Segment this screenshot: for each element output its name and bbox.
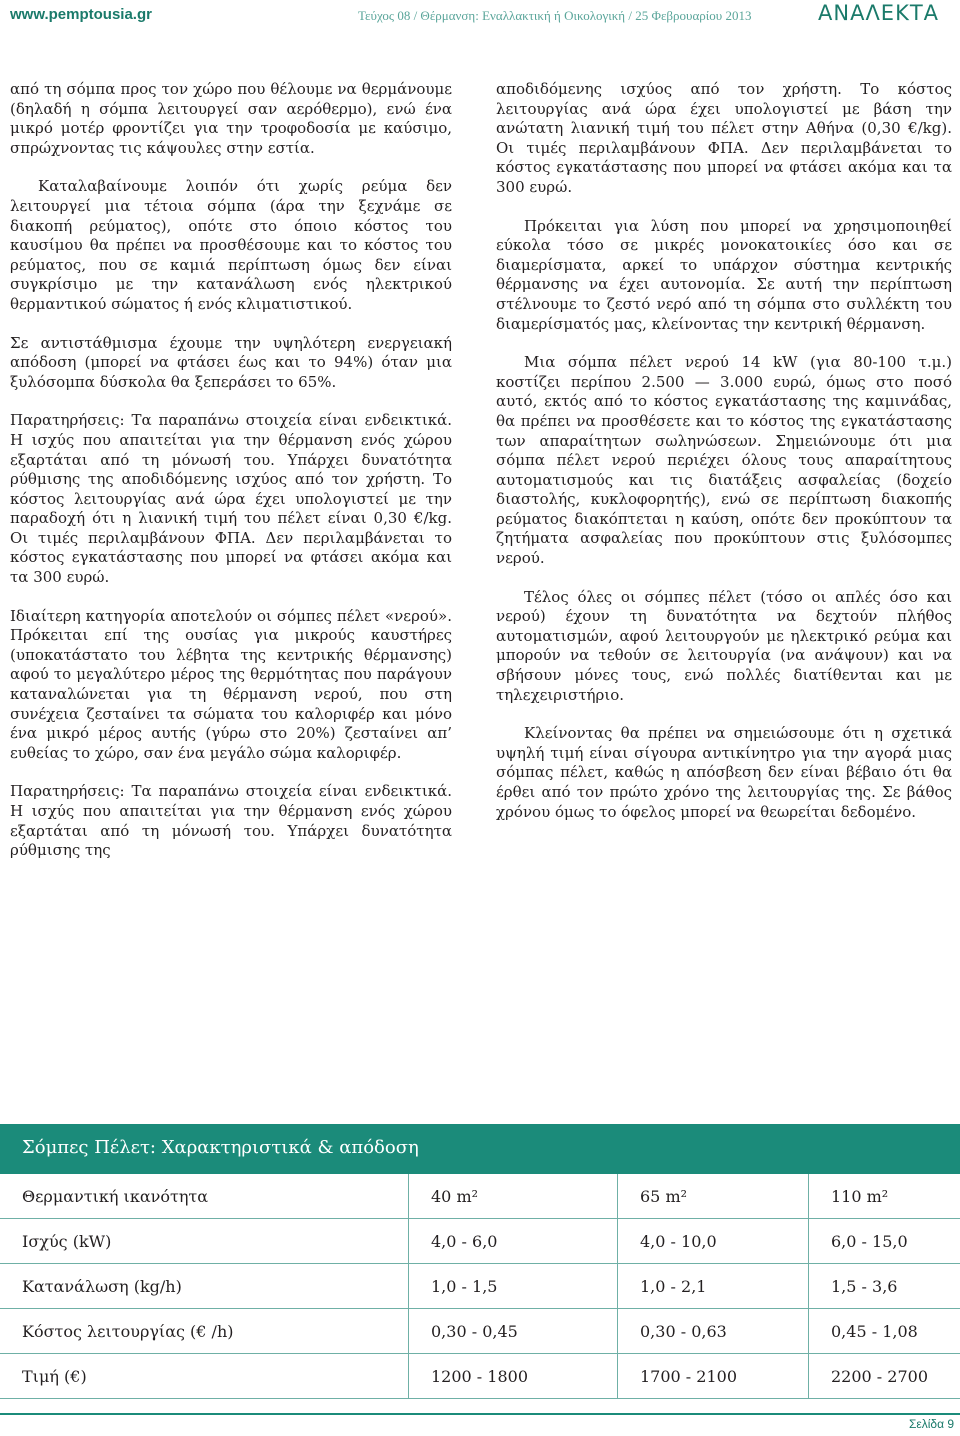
table-cell: 110 m² [809,1174,960,1219]
paragraph: Τέλος όλες οι σόμπες πέλετ (τόσο οι απλές όσο και νερού) έχουν τη δυνατότητα να δεχτούν πλήθος αυτοματισμών, αφού λειτουργούν με ηλεκτρικό ρεύμα και μπορούν να τεθούν σε λειτουργία (να ανάψουν) και να σβήσουν μόνες τους, ενώ πολλές διατίθενται και με τηλεχειριστήριο. [496,587,952,704]
paragraph: Ιδιαίτερη κατηγορία αποτελούν οι σόμπες πέλετ «νερού». Πρόκειται επί της ουσίας για μικρούς καυστήρες (υποκατάστατο του λέβητα της κεντρικής θέρμανσης) αφού το μεγαλύτερο μέρος της θερμότητας που παράγουν καταναλώνεται για τη θέρμανση νερού, που στη συνέχεια ζεσταίνει τα σώματα του καλοριφέρ και μόνο ένα μικρό μέρος αυτής (γύρω στο 20%) ζεσταίνει απ’ ευθείας το χώρο, σαν ένα μεγάλο σώμα καλοριφέρ. [10,606,452,762]
row-label: Ισχύς (kW) [0,1219,409,1264]
table-cell: 4,0 - 10,0 [618,1219,809,1264]
section-title: ΑΝΑΛΕΚΤΑ [818,1,940,25]
table-cell: 1200 - 1800 [409,1354,618,1399]
table-cell: 0,30 - 0,45 [409,1309,618,1354]
row-label: Τιμή (€) [0,1354,409,1399]
table-cell: 40 m² [409,1174,618,1219]
row-label: Κατανάλωση (kg/h) [0,1264,409,1309]
table-row [0,1174,960,1219]
paragraph: Μια σόμπα πέλετ νερού 14 kW (για 80-100 τ.μ.) κοστίζει περίπου 2.500 — 3.000 ευρώ, όμως στο ποσό αυτό, εκτός από το κόστος εγκατάστασης της καμινάδας, θα πρέπει να προσθέσετε και το κόστος της εγκατάστασης των απαραίτητων σωληνώσεων. Σημειώνουμε ότι μια σόμπα πέλετ νερού περιέχει όλους τους απαραίτητους αυτοματισμούς και τις διατάξεις ασφαλείας (δοχείο διαστολής, κυκλοφορητής), ενώ σε περίπτωση διακοπής ρεύματος διακόπτεται η καύση, οπότε δεν προκύπτουν τα ζητήματα ασφαλείας που προκύπτουν στις ξυλόσομπες νερού. [496,353,952,568]
paragraph: αποδιδόμενης ισχύος από τον χρήστη. Το κόστος λειτουργίας ανά ώρα έχει υπολογιστεί με βάση την ανώτατη λιανική τιμή του πέλετ στην Αθήνα (0,30 €/kg). Οι τιμές περιλαμβάνουν ΦΠΑ. Δεν περιλαμβάνεται το κόστος εγκατάστασης που μπορεί να φτάσει ακόμα και τα 300 ευρώ. [496,80,952,196]
table-cell: 6,0 - 15,0 [809,1219,960,1264]
row-label: Θερμαντική ικανότητα [0,1174,409,1219]
paragraph: Παρατηρήσεις: Τα παραπάνω στοιχεία είναι ενδεικτικά. Η ισχύς που απαιτείται για την θέρμανση ενός χώρου εξαρτάται από τη μόνωσή του. Υπάρχει δυνατότητα ρύθμισης της αποδιδόμενης ισχύος από τον χρήστη. Το κόστος λειτουργίας ανά ώρα έχει υπολογιστεί με την παραδοχή ότι η λιανική τιμή του πέλετ είναι 0,30 €/kg. Οι τιμές περιλαμβάνουν ΦΠΑ. Δεν περιλαμβάνεται το κόστος εγκατάστασης που μπορεί να φτάσει ακόμα και τα 300 ευρώ. [10,411,452,587]
paragraph: Παρατηρήσεις: Τα παραπάνω στοιχεία είναι ενδεικτικά. Η ισχύς που απαιτείται για την θέρμανση ενός χώρου εξαρτάται από τη μόνωσή του. Υπάρχει δυνατότητα ρύθμισης της [10,782,452,860]
table-row [0,1219,960,1264]
table-cell: 1,5 - 3,6 [809,1264,960,1309]
table-cell: 1,0 - 1,5 [409,1264,618,1309]
right-column [496,80,952,841]
page-header [0,0,960,32]
left-column [10,80,452,880]
table-cell: 0,45 - 1,08 [809,1309,960,1354]
page-number: Σελίδα 9 [909,1417,955,1431]
paragraph: Πρόκειται για λύση που μπορεί να χρησιμοποιηθεί εύκολα τόσο σε μικρές μονοκατοικίες όσο και σε διαμερίσματα, αρκεί το υπάρχον σύστημα κεντρικής θέρμανσης να έχει αυτονομία. Σε αυτή την περίπτωση στέλνουμε το ζεστό νερό από τη σόμπα στο συλλέκτη του διαμερίσματός μας, κλείνοντας την κεντρική θέρμανση. [496,216,952,333]
table-cell: 1,0 - 2,1 [618,1264,809,1309]
table-cell: 65 m² [618,1174,809,1219]
table-row [0,1309,960,1354]
table-title: Σόμπες Πέλετ: Χαρακτηριστικά & απόδοση [0,1124,960,1174]
table-cell: 2200 - 2700 [809,1354,960,1399]
footer-rule [0,1413,960,1415]
table-cell: 0,30 - 0,63 [618,1309,809,1354]
paragraph: Κλείνοντας θα πρέπει να σημειώσουμε ότι η σχετικά υψηλή τιμή είναι σίγουρα αντικίνητρο για την αγορά μιας σόμπας πέλετ, καθώς η απόσβεση δεν είναι βέβαιο ότι θα έρθει από τον πρώτο χρόνο της λειτουργίας της. Σε βάθος χρόνου όμως το όφελος μπορεί να θεωρείται δεδομένο. [496,724,952,821]
paragraph: Σε αντιστάθμισμα έχουμε την υψηλότερη ενεργειακή απόδοση (μπορεί να φτάσει έως και το 94%) όταν μια ξυλόσομπα δύσκολα θα ξεπεράσει το 65%. [10,333,452,391]
table-cell: 4,0 - 6,0 [409,1219,618,1264]
table-cell: 1700 - 2100 [618,1354,809,1399]
paragraph: από τη σόμπα προς τον χώρο που θέλουμε να θερμάνουμε (δηλαδή η σόμπα λειτουργεί σαν αερόθερμο), ενώ ένα μικρό μοτέρ φροντίζει για την τροφοδοσία με καύσιμο, σπρώχνοντας τις κάψουλες στην εστία. [10,80,452,157]
issue-info: Τεύχος 08 / Θέρμανση: Εναλλακτική ή Οικολογική / 25 Φεβρουαρίου 2013 [358,8,752,23]
table-row [0,1264,960,1309]
specs-table [0,1174,960,1399]
site-link[interactable]: www.pemptousia.gr [10,6,152,23]
row-label: Κόστος λειτουργίας (€ /h) [0,1309,409,1354]
table-row [0,1354,960,1399]
paragraph: Καταλαβαίνουμε λοιπόν ότι χωρίς ρεύμα δεν λειτουργεί μια τέτοια σόμπα (άρα την ξεχνάμε σε διακοπή ρεύματος), οπότε στο όποιο κόστος του καυσίμου θα πρέπει να προσθέσουμε και το κόστος του ρεύματος, που σε καμιά περίπτωση όμως δεν είναι συγκρίσιμο με την κατανάλωση ενός ηλεκτρικού θερμαντικού σώματος ή ενός κλιματιστικού. [10,177,452,313]
